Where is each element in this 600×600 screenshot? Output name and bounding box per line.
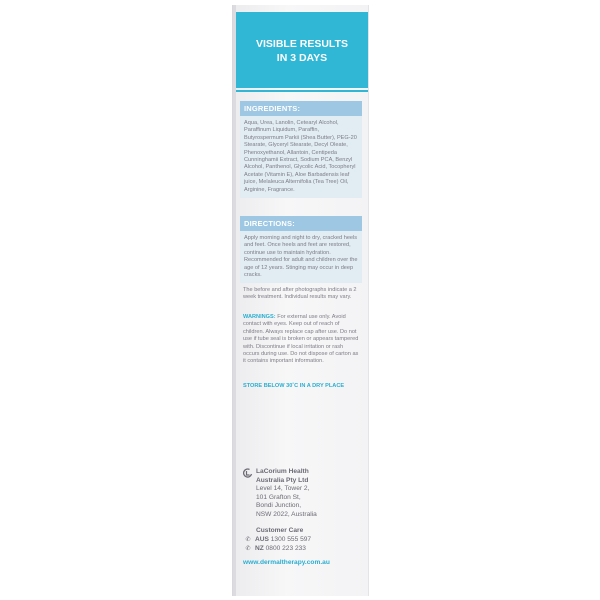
warnings-text: For external use only. Avoid contact with eyes. Keep out of reach of children. Always replace cap after use. Do not use if tube seal is broken or appears tampered with. Discontinue if local irritation or rash occurs during use. Do not dispose of carton as it contains important information. xyxy=(243,314,359,365)
address-line: 101 Grafton St, xyxy=(256,493,301,501)
phone-number: 0800 223 233 xyxy=(265,545,306,552)
directions-panel xyxy=(240,216,362,283)
storage-instructions: STORE BELOW 30˚C IN A DRY PLACE xyxy=(243,383,345,389)
address-line: NSW 2022, Australia xyxy=(256,510,317,518)
phone-icon: ✆ xyxy=(245,546,251,552)
phone-row-nz xyxy=(244,545,306,552)
claim-banner xyxy=(236,12,368,88)
phone-country: NZ xyxy=(255,545,264,552)
claim-text xyxy=(236,37,368,65)
address-line: Level 14, Tower 2, xyxy=(256,485,310,492)
company-name xyxy=(256,468,366,485)
warnings-block xyxy=(243,314,361,366)
directions-text: Apply morning and night to dry, cracked heels and feet. Once heels and feet are restored, continue use to maintain hydration. Recommended for adult and children over the age of 12 years. Stinging may occur in deep cracks. xyxy=(244,235,358,279)
website-url: www.dermaltherapy.com.au xyxy=(243,559,330,566)
ingredients-panel xyxy=(240,101,362,198)
before-after-note: The before and after photographs indicate a 2 week treatment. Individual results may vary. xyxy=(243,287,357,301)
company-address xyxy=(256,485,366,519)
directions-heading: DIRECTIONS: xyxy=(240,216,362,231)
address-line: Bondi Junction, xyxy=(256,502,302,510)
phone-icon: ✆ xyxy=(245,537,251,543)
claim-line-1: VISIBLE RESULTS xyxy=(256,38,348,50)
phone-row-aus xyxy=(244,536,311,543)
customer-care-title: Customer Care xyxy=(256,527,304,534)
ingredients-text: Aqua, Urea, Lanolin, Cetearyl Alcohol, Paraffinum Liquidum, Paraffin, Butyrospermum Parkii (Shea Butter), PEG-20 Stearate, Glyceryl Stearate, Decyl Oleate, Phenoxyethanol, Allantoin, Centipeda Cunninghamii Extract, Sodium PCA, Benzyl Alcohol, Panthenol, Glycolic Acid, Tocopheryl Acetate (Vitamin E), Aloe Barbadensis leaf juice, Melaleuca Alternifolia (Tea Tree) Oil, Arginine, Fragrance. xyxy=(244,120,357,193)
lacorium-logo-icon xyxy=(243,468,253,478)
claim-line-2: IN 3 DAYS xyxy=(276,52,328,64)
company-name-line-1: LaCorium Health xyxy=(256,468,309,475)
phone-country: AUS xyxy=(255,536,269,543)
carton-edge xyxy=(233,5,236,596)
company-name-line-2: Australia Pty Ltd xyxy=(256,476,309,484)
banner-divider xyxy=(236,90,368,92)
ingredients-heading: INGREDIENTS: xyxy=(240,101,362,116)
phone-number: 1300 555 597 xyxy=(270,536,312,543)
warnings-label: WARNINGS: xyxy=(243,314,276,320)
